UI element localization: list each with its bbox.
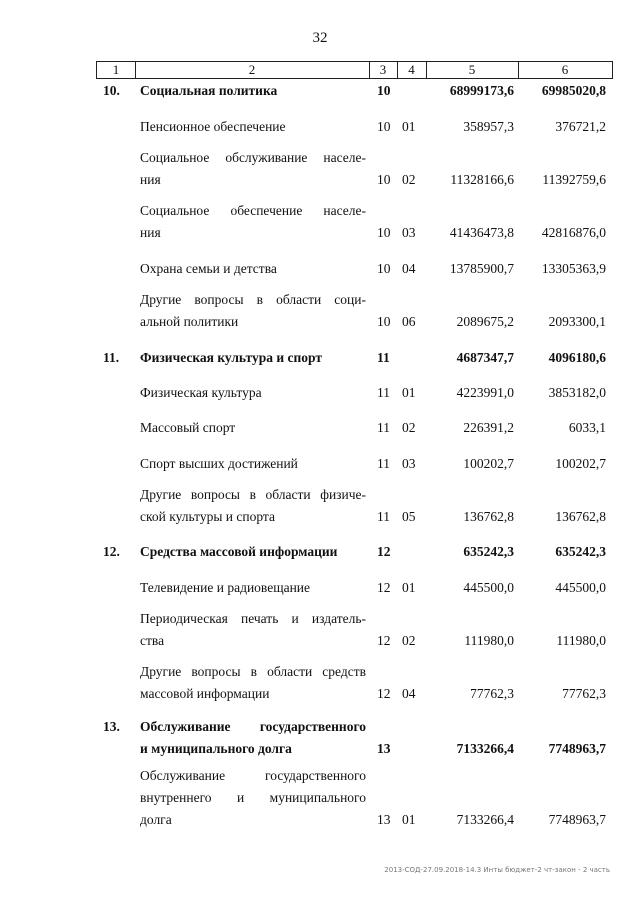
row-name-line: Физическая культура <box>140 385 262 400</box>
row-number: 10. <box>103 83 120 98</box>
row-podrazdel: 06 <box>402 314 416 329</box>
row-value-col6: 3853182,0 <box>548 385 606 400</box>
row-razdel: 11 <box>377 420 390 435</box>
row-razdel: 12 <box>377 580 391 595</box>
row-name-line: Спорт высших достижений <box>140 456 298 471</box>
row-value-col6: 7748963,7 <box>548 812 606 827</box>
row-value-col5: 68999173,6 <box>449 83 514 98</box>
row-name <box>140 765 366 831</box>
row-name-line: Социальное обслуживание населе- <box>140 150 366 165</box>
row-podrazdel: 01 <box>402 119 416 134</box>
row-name-line: Средства массовой информации <box>140 544 338 559</box>
row-razdel: 11 <box>377 385 390 400</box>
row-podrazdel: 02 <box>402 633 416 648</box>
row-name-line: альной политики <box>140 314 239 329</box>
row-value-col5: 13785900,7 <box>449 261 514 276</box>
row-name <box>140 417 366 439</box>
row-name <box>140 453 366 475</box>
row-name-line: массовой информации <box>140 686 270 701</box>
row-name-line: Телевидение и радиовещание <box>140 580 311 595</box>
row-value-col5: 136762,8 <box>463 509 514 524</box>
footer-note: 2013-СОД-27.09.2018-14.3 Инты бюджет-2 чт-закон - 2 часть <box>384 866 610 874</box>
row-name <box>140 147 366 191</box>
row-razdel: 13 <box>377 741 391 756</box>
row-value-col5: 635242,3 <box>463 544 514 559</box>
row-name-line: Другие вопросы в области физиче- <box>140 487 366 502</box>
row-name-line: Обслуживание государственного <box>140 768 366 783</box>
row-razdel: 12 <box>377 544 391 559</box>
row-name <box>140 577 366 599</box>
row-number: 11. <box>103 350 120 365</box>
row-value-col6: 7748963,7 <box>548 741 606 756</box>
row-name-line: Социальная политика <box>140 83 278 98</box>
row-name <box>140 289 366 333</box>
row-podrazdel: 05 <box>402 509 416 524</box>
row-name-line: ской культуры и спорта <box>140 509 275 524</box>
row-value-col6: 100202,7 <box>555 456 606 471</box>
page-number: 32 <box>312 30 328 46</box>
row-name <box>140 200 366 244</box>
row-razdel: 10 <box>377 172 391 187</box>
row-value-col6: 77762,3 <box>562 686 606 701</box>
row-value-col5: 77762,3 <box>470 686 514 701</box>
row-value-col5: 2089675,2 <box>456 314 514 329</box>
row-podrazdel: 01 <box>402 812 416 827</box>
row-razdel: 10 <box>377 225 391 240</box>
row-name <box>140 347 366 369</box>
row-podrazdel: 04 <box>402 261 416 276</box>
row-name-line: ства <box>140 633 165 648</box>
row-value-col6: 376721,2 <box>555 119 606 134</box>
row-podrazdel: 03 <box>402 456 416 471</box>
row-razdel: 11 <box>377 509 390 524</box>
row-name-line: Периодическая печать и издатель- <box>140 611 366 626</box>
header-col-2: 2 <box>248 62 256 77</box>
header-col-3: 3 <box>379 62 387 77</box>
row-value-col5: 41436473,8 <box>449 225 514 240</box>
row-name-line: ния <box>140 172 161 187</box>
row-name-line: Пенсионное обеспечение <box>140 119 286 134</box>
row-value-col5: 445500,0 <box>463 580 514 595</box>
row-razdel: 11 <box>377 350 390 365</box>
row-value-col6: 2093300,1 <box>548 314 606 329</box>
row-razdel: 10 <box>377 83 391 98</box>
row-name <box>140 80 366 102</box>
row-value-col6: 111980,0 <box>556 633 606 648</box>
table-header <box>96 61 613 79</box>
row-podrazdel: 03 <box>402 225 416 240</box>
row-number: 13. <box>103 719 120 734</box>
row-value-col6: 11392759,6 <box>542 172 606 187</box>
row-razdel: 10 <box>377 261 391 276</box>
header-col-6: 6 <box>561 62 569 77</box>
row-value-col6: 6033,1 <box>568 420 606 435</box>
row-name-line: Физическая культура и спорт <box>140 350 323 365</box>
row-value-col6: 42816876,0 <box>541 225 606 240</box>
row-value-col6: 136762,8 <box>555 509 606 524</box>
row-podrazdel: 04 <box>402 686 416 701</box>
row-value-col5: 226391,2 <box>463 420 514 435</box>
row-name <box>140 716 366 760</box>
row-name-line: Другие вопросы в области соци- <box>140 292 366 307</box>
row-razdel: 10 <box>377 314 391 329</box>
row-value-col5: 11328166,6 <box>450 172 514 187</box>
row-podrazdel: 02 <box>402 420 416 435</box>
row-razdel: 13 <box>377 812 391 827</box>
header-col-4: 4 <box>408 62 415 77</box>
row-name <box>140 608 366 652</box>
row-name-line: Обслуживание государственного <box>140 719 366 734</box>
row-number: 12. <box>103 544 120 559</box>
row-razdel: 12 <box>377 633 391 648</box>
row-name <box>140 661 366 705</box>
row-value-col5: 358957,3 <box>463 119 514 134</box>
header-col-1: 1 <box>112 62 120 77</box>
row-podrazdel: 02 <box>402 172 416 187</box>
row-value-col6: 69985020,8 <box>541 83 606 98</box>
row-name <box>140 258 366 280</box>
row-value-col5: 111980,0 <box>464 633 514 648</box>
row-value-col5: 4687347,7 <box>456 350 514 365</box>
row-value-col5: 100202,7 <box>463 456 514 471</box>
row-name <box>140 116 366 138</box>
row-value-col6: 445500,0 <box>555 580 606 595</box>
row-value-col5: 7133266,4 <box>456 741 514 756</box>
row-name-line: долга <box>140 812 172 827</box>
row-value-col5: 7133266,4 <box>456 812 514 827</box>
row-razdel: 12 <box>377 686 391 701</box>
row-name <box>140 484 366 528</box>
row-name <box>140 382 366 404</box>
row-name-line: Другие вопросы в области средств <box>140 664 366 679</box>
row-name-line: и муниципального долга <box>140 741 292 756</box>
row-podrazdel: 01 <box>402 385 416 400</box>
row-podrazdel: 01 <box>402 580 416 595</box>
row-value-col6: 13305363,9 <box>541 261 606 276</box>
row-name-line: Социальное обеспечение населе- <box>140 203 366 218</box>
row-value-col6: 4096180,6 <box>548 350 606 365</box>
row-value-col5: 4223991,0 <box>456 385 514 400</box>
row-name-line: Массовый спорт <box>140 420 236 435</box>
row-name-line: Охрана семьи и детства <box>140 261 277 276</box>
row-name-line: ния <box>140 225 161 240</box>
row-name <box>140 541 366 563</box>
header-col-5: 5 <box>468 62 476 77</box>
row-razdel: 10 <box>377 119 391 134</box>
row-razdel: 11 <box>377 456 390 471</box>
row-name-line: внутреннего и муниципального <box>140 790 366 805</box>
row-value-col6: 635242,3 <box>555 544 606 559</box>
